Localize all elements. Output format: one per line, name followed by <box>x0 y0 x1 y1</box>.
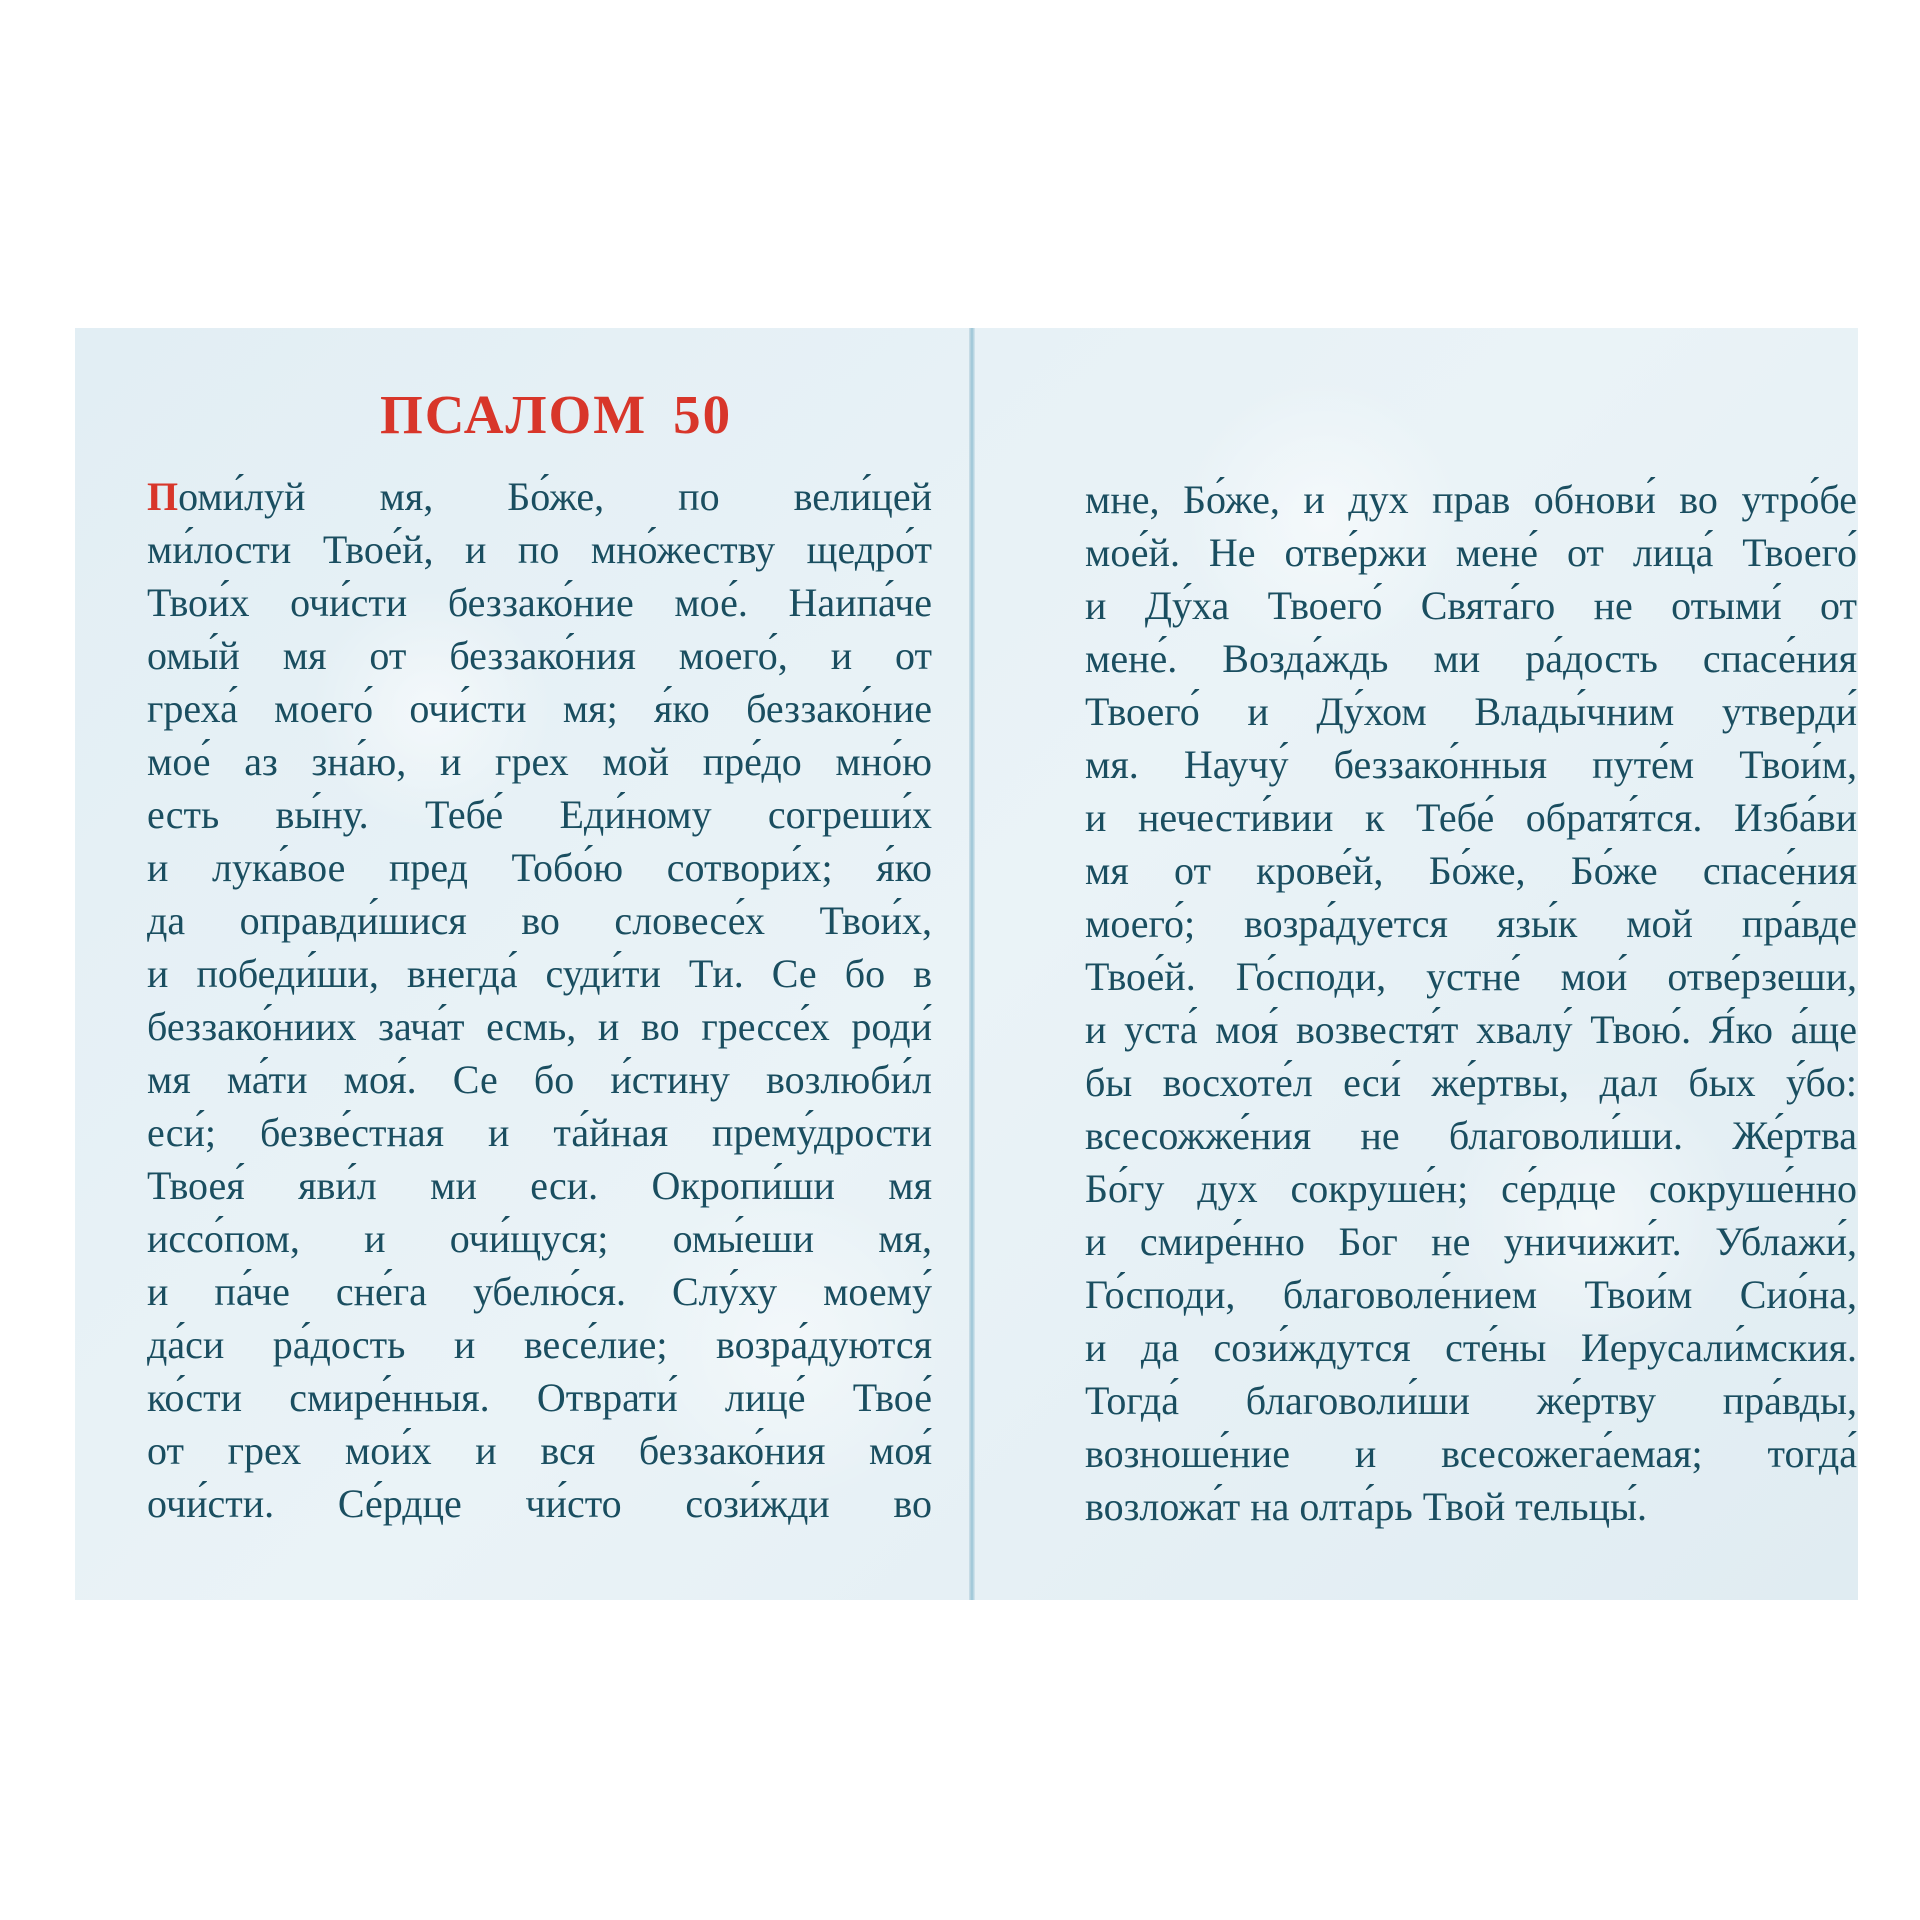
line-text: мне, Бо́же, и дух прав обнови́ во утро́бе <box>1085 477 1857 522</box>
text-line <box>147 1000 932 1053</box>
text-line <box>1085 1268 1857 1321</box>
line-text: да оправди́шися во словесе́х Твои́х, <box>147 898 932 943</box>
text-line <box>1085 791 1857 844</box>
line-text: и па́че сне́га убелю́ся. Слу́ху моему́ <box>147 1269 932 1314</box>
text-line <box>147 841 932 894</box>
right-page <box>975 328 1858 1600</box>
line-text: да́си ра́дость и весе́лие; возра́дуются <box>147 1322 932 1367</box>
left-page-text <box>147 470 932 1530</box>
line-text: и нечести́вии к Тебе́ обратя́тся. Изба́ви <box>1085 795 1857 840</box>
line-text: и уста́ моя́ возвестя́т хвалу́ Твою́. Я́ко а́ще <box>1085 1007 1857 1052</box>
text-line <box>1085 1162 1857 1215</box>
line-text: и лука́вое пред Тобо́ю сотвори́х; я́ко <box>147 845 932 890</box>
line-text: мое́ аз зна́ю, и грех мой пре́до мно́ю <box>147 739 932 784</box>
line-text: всесожже́ния не благоволи́ши. Же́ртва <box>1085 1113 1857 1158</box>
booklet-spread <box>75 328 1858 1600</box>
text-line <box>147 1053 932 1106</box>
line-text: от грех мои́х и вся беззако́ния моя́ <box>147 1428 932 1473</box>
psalm-title-word: ПСАЛОМ <box>380 384 648 445</box>
line-text: и Ду́ха Твоего́ Свята́го не отыми́ от <box>1085 583 1857 628</box>
text-line <box>147 1159 932 1212</box>
text-line <box>147 1424 932 1477</box>
right-page-text <box>1085 473 1857 1533</box>
text-line <box>1085 1480 1857 1533</box>
text-line <box>1085 950 1857 1003</box>
line-text: омы́й мя от беззако́ния моего́, и от <box>147 633 932 678</box>
line-text: мя ма́ти моя́. Се бо и́стину возлюби́л <box>147 1057 932 1102</box>
line-text: моего́; возра́дуется язы́к мой пра́вде <box>1085 901 1857 946</box>
line-text: греха́ моего́ очи́сти мя; я́ко беззако́ние <box>147 686 932 731</box>
line-text: ко́сти смире́нныя. Отврати́ лице́ Твое́ <box>147 1375 932 1420</box>
psalm-number: 50 <box>673 384 733 445</box>
text-line <box>147 1477 932 1530</box>
line-text: есть вы́ну. Тебе́ Еди́ному согреши́х <box>147 792 932 837</box>
text-line <box>1085 1374 1857 1427</box>
line-text: мя от крове́й, Бо́же, Бо́же спасе́ния <box>1085 848 1857 893</box>
line-text: бы восхоте́л еси́ же́ртвы, дал бых у́бо: <box>1085 1060 1857 1105</box>
text-line <box>1085 1427 1857 1480</box>
text-line <box>1085 897 1857 950</box>
line-text: Тогда́ благоволи́ши же́ртву пра́вды, <box>1085 1378 1857 1423</box>
text-line <box>147 947 932 1000</box>
text-line <box>147 629 932 682</box>
line-text: и победи́ши, внегда́ суди́ти Ти. Се бо в <box>147 951 932 996</box>
line-text: Бо́гу дух сокруше́н; се́рдце сокруше́нно <box>1085 1166 1857 1211</box>
line-text: беззако́ниих зача́т есмь, и во грессе́х роди́ <box>147 1004 932 1049</box>
line-text: возноше́ние и всесожега́емая; тогда́ <box>1085 1431 1857 1476</box>
text-line <box>147 523 932 576</box>
text-line <box>1085 579 1857 632</box>
text-line <box>1085 1109 1857 1162</box>
line-text: мя. Научу́ беззако́нныя путе́м Твои́м, <box>1085 742 1857 787</box>
line-text: Твоея́ яви́л ми еси. Окропи́ши мя <box>147 1163 932 1208</box>
line-text: возложа́т на олта́рь Твой тельцы́. <box>1085 1484 1647 1529</box>
text-line <box>147 576 932 629</box>
text-line <box>147 682 932 735</box>
line-text: оми́луй мя, Бо́же, по вели́цей <box>178 474 932 519</box>
text-line <box>147 735 932 788</box>
text-line <box>147 1106 932 1159</box>
line-text: мое́й. Не отве́ржи мене́ от лица́ Твоего́ <box>1085 530 1857 575</box>
text-line <box>147 1318 932 1371</box>
text-line <box>147 1371 932 1424</box>
line-text: мене́. Возда́ждь ми ра́дость спасе́ния <box>1085 636 1857 681</box>
line-text: ми́лости Твое́й, и по мно́жеству щедро́т <box>147 527 932 572</box>
text-line <box>147 470 932 523</box>
left-page <box>75 328 969 1600</box>
text-line <box>147 894 932 947</box>
line-text: и смире́нно Бог не уничижи́т. Ублажи́, <box>1085 1219 1857 1264</box>
text-line <box>1085 685 1857 738</box>
line-text: еси́; безве́стная и та́йная прему́дрости <box>147 1110 932 1155</box>
text-line <box>147 788 932 841</box>
text-line <box>1085 632 1857 685</box>
psalm-title <box>380 383 732 446</box>
line-text: иссо́пом, и очи́щуся; омы́еши мя, <box>147 1216 932 1261</box>
line-text: Го́споди, благоволе́нием Твои́м Сио́на, <box>1085 1272 1857 1317</box>
text-line <box>147 1212 932 1265</box>
line-text: очи́сти. Се́рдце чи́сто сози́жди во <box>147 1481 932 1526</box>
text-line <box>1085 844 1857 897</box>
line-text: Твое́й. Го́споди, устне́ мои́ отве́рзеши, <box>1085 954 1857 999</box>
text-line <box>1085 1321 1857 1374</box>
drop-initial: П <box>147 474 179 519</box>
text-line <box>1085 526 1857 579</box>
text-line <box>1085 1056 1857 1109</box>
text-line <box>1085 738 1857 791</box>
line-text: и да сози́ждутся сте́ны Иерусали́мския. <box>1085 1325 1857 1370</box>
text-line <box>1085 1003 1857 1056</box>
text-line <box>1085 1215 1857 1268</box>
text-line <box>147 1265 932 1318</box>
text-line <box>1085 473 1857 526</box>
line-text: Твоего́ и Ду́хом Влады́чним утверди́ <box>1085 689 1857 734</box>
line-text: Твои́х очи́сти беззако́ние мое́. Наипа́че <box>147 580 932 625</box>
